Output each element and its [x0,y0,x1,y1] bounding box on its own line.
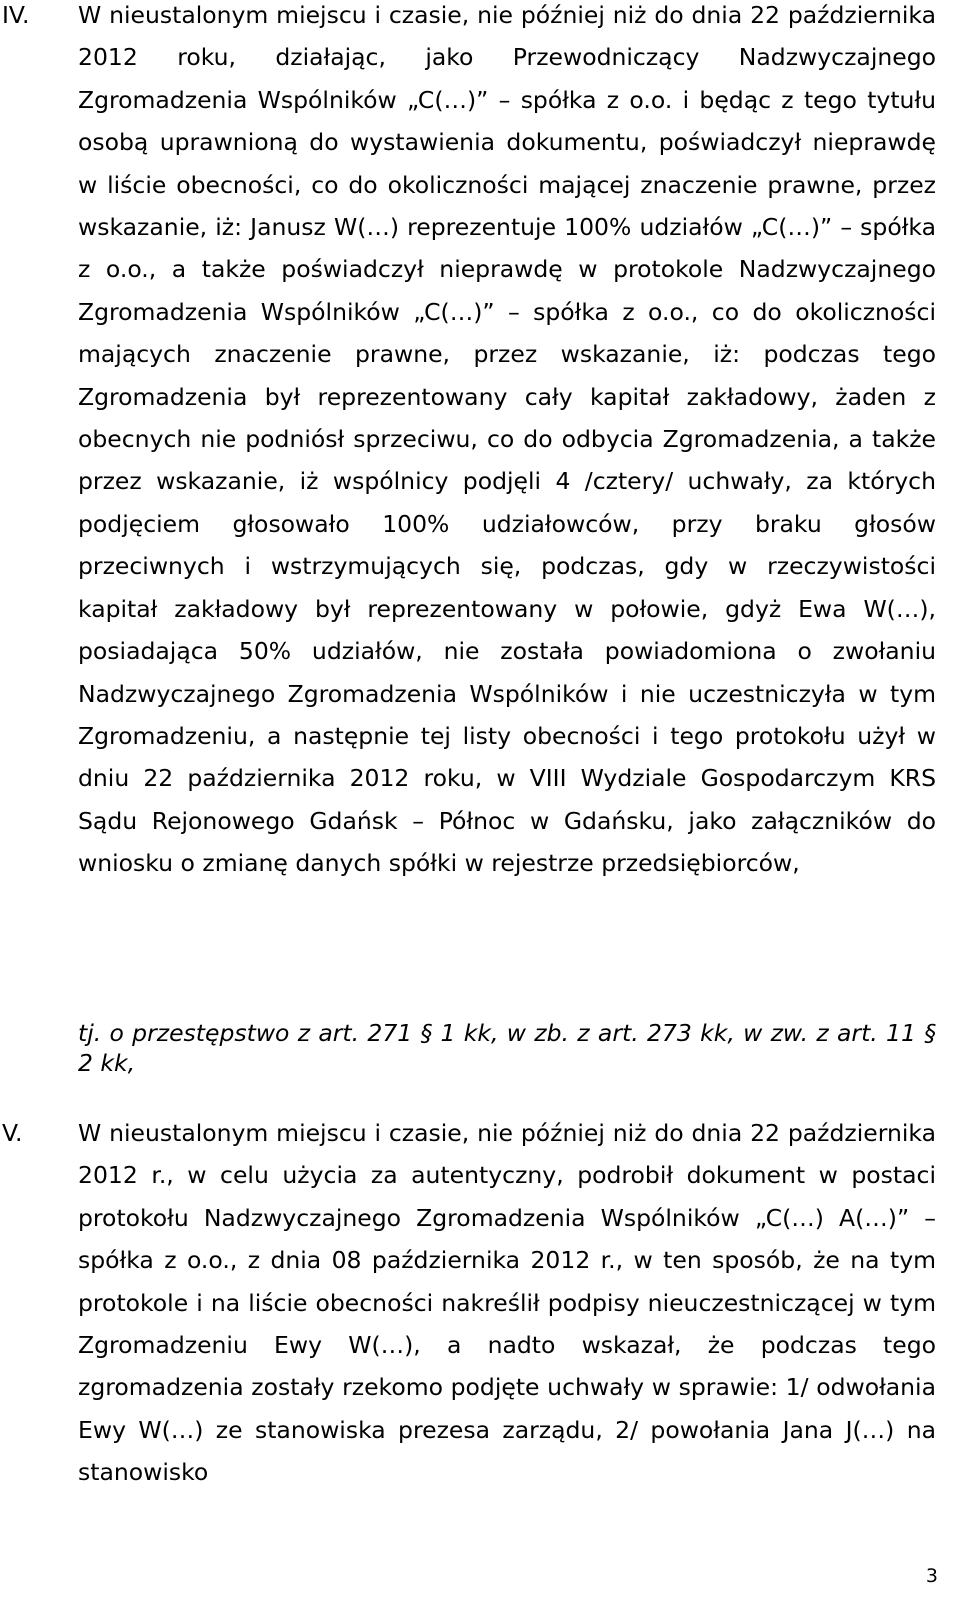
section-paragraph: W nieustalonym miejscu i czasie, nie później niż do dnia 22 października 2012 r., w celu użycia za autentyczny, podrobił dokument w postaci protokołu Nadzwyczajnego Zgromadzenia Wspólników „C(…) A(…)” – spółka z o.o., z dnia 08 października 2012 r., w ten sposób, że na tym protokole i na liście obecności nakreślił podpisy nieuczestniczącej w tym Zgromadzeniu Ewy W(…), a nadto wskazał, że podczas tego zgromadzenia zostały rzekomo podjęte uchwały w sprawie: 1/ odwołania Ewy W(…) ze stanowiska prezesa zarządu, 2/ powołania Jana J(…) na stanowisko [78,1119,936,1487]
section-marker: V. [2,1119,23,1147]
legal-qualification: tj. o przestępstwo z art. 271 § 1 kk, w zb. z art. 273 kk, w zw. z art. 11 § 2 kk, [78,1019,936,1077]
section-marker: IV. [2,1,30,29]
section-paragraph: W nieustalonym miejscu i czasie, nie później niż do dnia 22 października 2012 roku, działając, jako Przewodniczący Nadzwyczajnego Zgromadzenia Wspólników „C(…)” – spółka z o.o. i będąc z tego tytułu osobą uprawnioną do wystawienia dokumentu, poświadczył nieprawdę w liście obecności, co do okoliczności mającej znaczenie prawne, przez wskazanie, iż: Janusz W(…) reprezentuje 100% udziałów „C(…)” – spółka z o.o., a także poświadczył nieprawdę w protokole Nadzwyczajnego Zgromadzenia Wspólników „C(…)” – spółka z o.o., co do okoliczności mających znaczenie prawne, przez wskazanie, iż: podczas tego Zgromadzenia był reprezentowany cały kapitał zakładowy, żaden z obecnych nie podniósł sprzeciwu, co do odbycia Zgromadzenia, a także przez wskazanie, iż wspólnicy podjęli 4 /cztery/ uchwały, za których podjęciem głosowało 100% udziałowców, przy braku głosów przeciwnych i wstrzymujących się, podczas, gdy w rzeczywistości kapitał zakładowy był reprezentowany w połowie, gdyż Ewa W(…), posiadająca 50% udziałów, nie została powiadomiona o zwołaniu Nadzwyczajnego Zgromadzenia Wspólników i nie uczestniczyła w tym Zgromadzeniu, a następnie tej listy obecności i tego protokołu użył w dniu 22 października 2012 roku, w VIII Wydziale Gospodarczym KRS Sądu Rejonowego Gdańsk – Północ w Gdańsku, jako załączników do wniosku o zmianę danych spółki w rejestrze przedsiębiorców, [78,1,936,878]
page-number: 3 [925,1565,938,1587]
